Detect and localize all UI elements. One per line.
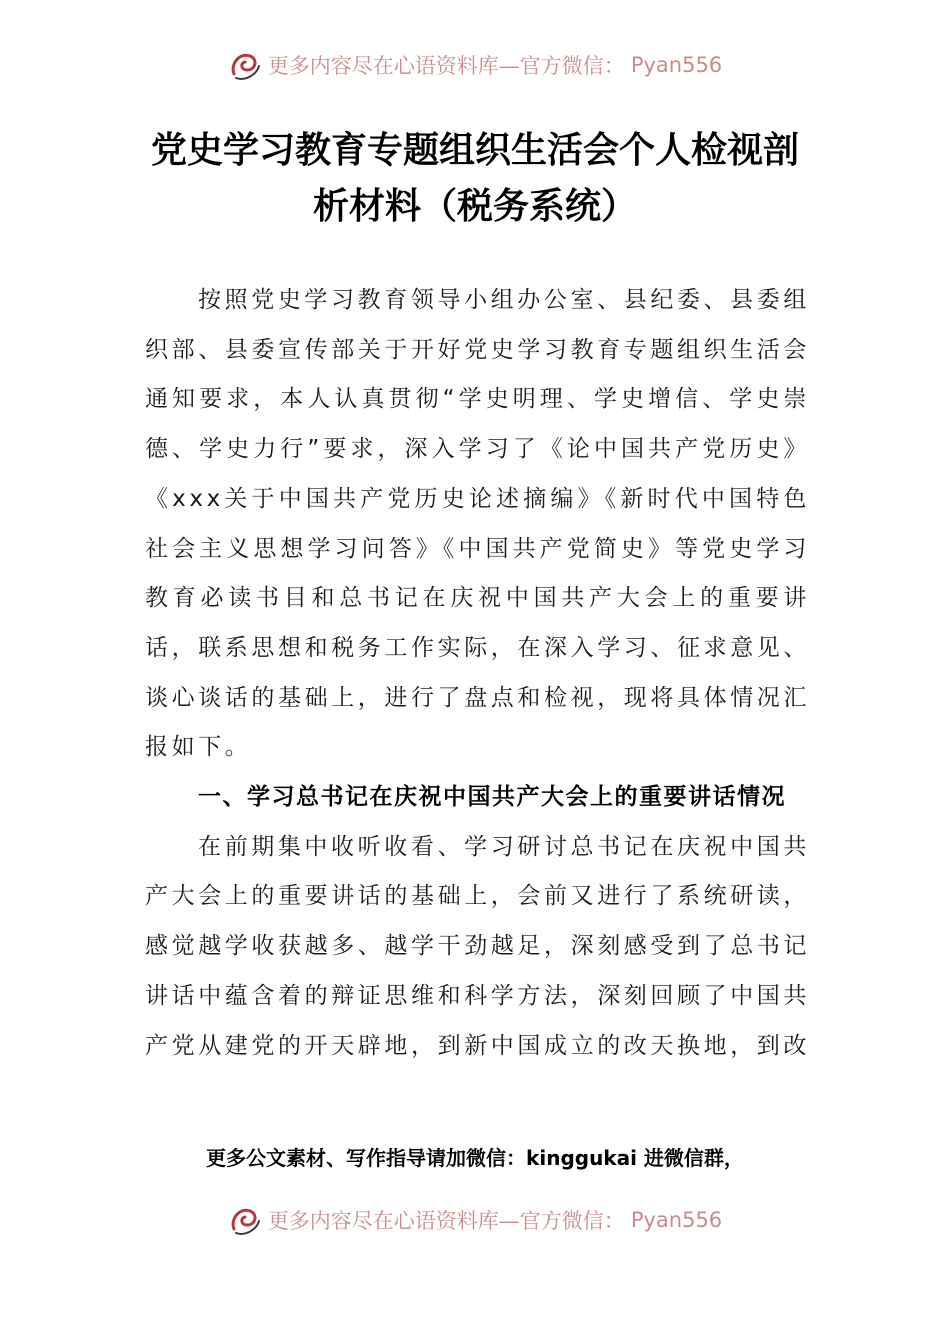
document-body xyxy=(145,276,810,1071)
watermark-text: 更多内容尽在心语资料库—官方微信： xyxy=(267,1209,625,1233)
promo-text: 更多公文素材、写作指导请加微信：kinggukai 进微信群， xyxy=(206,1146,744,1170)
document-title: 党史学习教育专题组织生活会个人检视剖析材料（税务系统） xyxy=(150,129,799,227)
swirl-logo-icon xyxy=(228,1203,262,1237)
section-paragraph: 在前期集中收听收看、学习研讨总书记在庆祝中国共产大会上的重要讲话的基础上，会前又进行了系统研读，感觉越学收获越多、越学干劲越足，深刻感受到了总书记讲话中蕴含着的辩证思维和科学方法，深刻回顾了中国共产党从建党的开天辟地，到新中国成立的改天换地，到改 xyxy=(145,833,810,1059)
watermark-wechat-id: Pyan556 xyxy=(630,53,723,77)
swirl-logo-icon xyxy=(228,52,262,82)
watermark-text: 更多内容尽在心语资料库—官方微信： xyxy=(267,54,625,78)
section-heading: 一、学习总书记在庆祝中国共产大会上的重要讲话情况 xyxy=(198,784,786,811)
bottom-watermark xyxy=(0,1200,950,1240)
watermark-wechat-id: Pyan556 xyxy=(630,1208,723,1232)
intro-paragraph: 按照党史学习教育领导小组办公室、县纪委、县委组织部、县委宣传部关于开好党史学习教育专题组织生活会通知要求，本人认真贯彻“学史明理、学史增信、学史崇德、学史力行”要求，深入学习了《论中国共产党历史》《xxx关于中国共产党历史论述摘编》《新时代中国特色社会主义思想学习问答》《中国共产党简史》等党史学习教育必读书目和总书记在庆祝中国共产大会上的重要讲话，联系思想和税务工作实际，在深入学习、征求意见、谈心谈话的基础上，进行了盘点和检视，现将具体情况汇报如下。 xyxy=(145,287,810,761)
top-watermark xyxy=(0,52,950,88)
